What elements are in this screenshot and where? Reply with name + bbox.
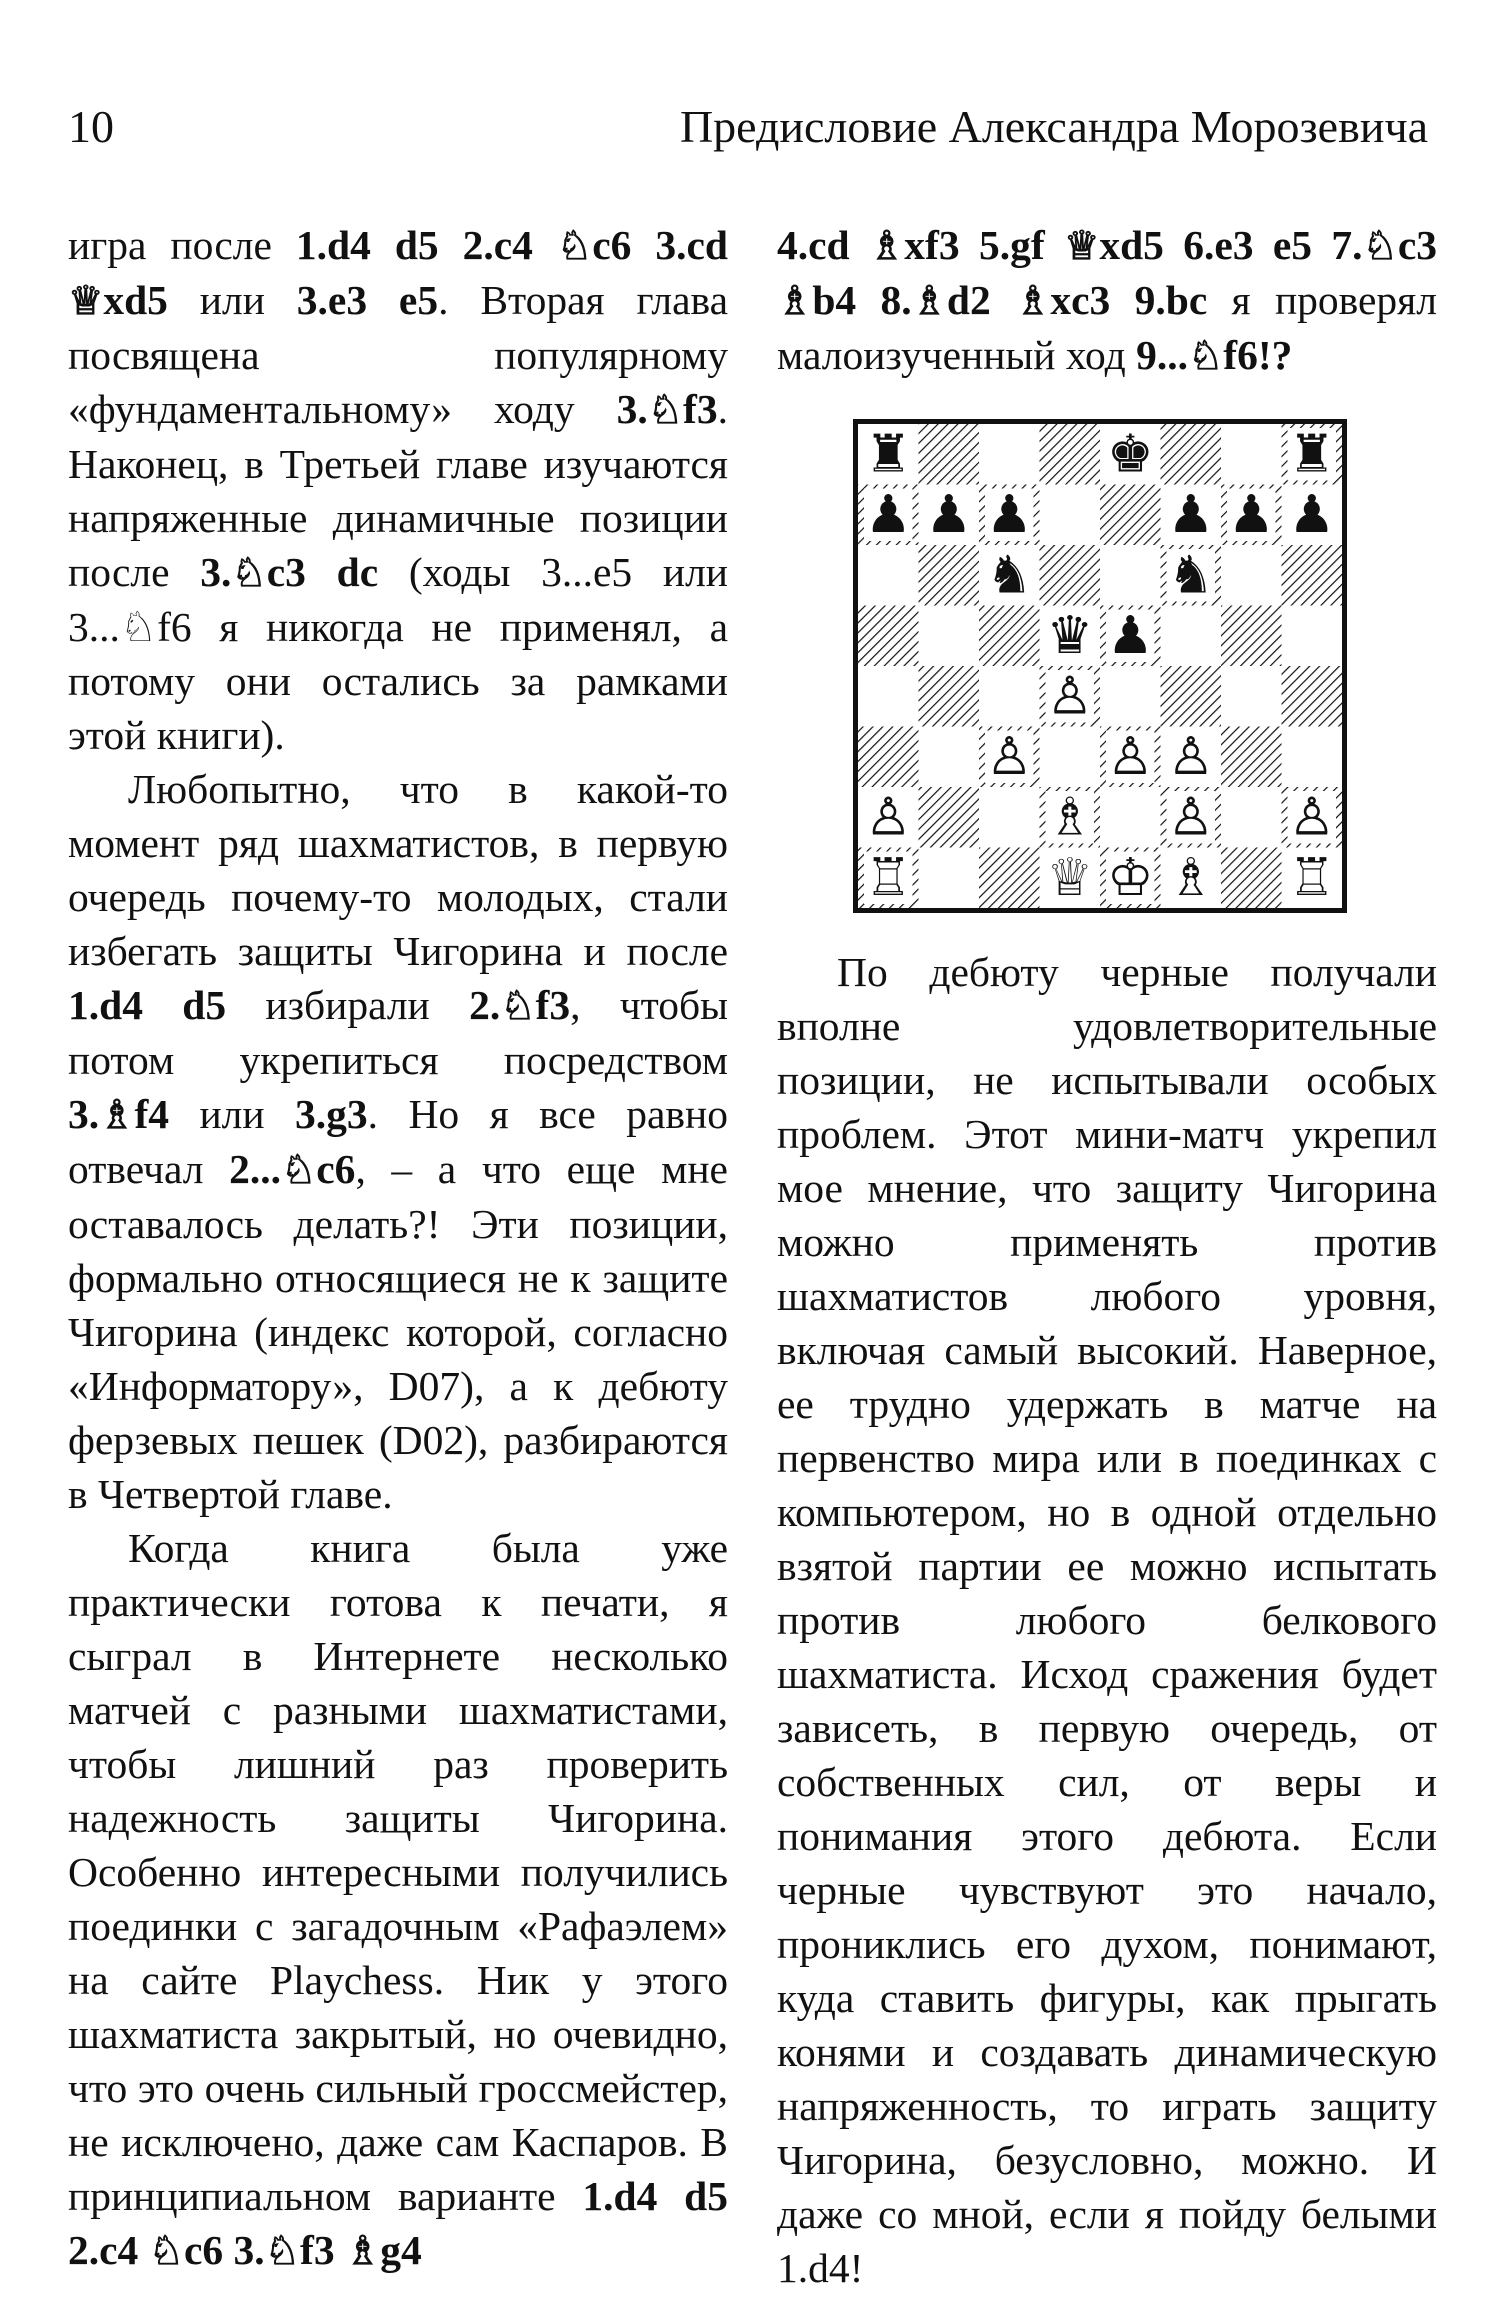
piece-figurine-icon: ♘ (1362, 224, 1398, 268)
light-square (1161, 606, 1222, 667)
paragraph-2 (68, 762, 728, 1521)
dark-square (1100, 485, 1161, 546)
chess-diagram (853, 419, 1347, 913)
right-column-top (777, 218, 1437, 383)
chess-piece-d4: ♙ (1046, 666, 1094, 727)
text-run: 3. (616, 386, 648, 432)
chess-piece-f6: ♞ (1167, 545, 1215, 606)
text-run: , чтобы потом укрепиться посредством (68, 982, 728, 1083)
text-run: xf3 5.gf (904, 222, 1064, 268)
text-run: 3. (200, 549, 232, 595)
dark-square (1161, 424, 1222, 485)
text-run: игра после (68, 222, 296, 268)
text-run: c3 (1397, 222, 1438, 268)
text-run: 3. (68, 1091, 100, 1137)
chess-piece-d5: ♛ (1046, 605, 1094, 666)
text-run: избирали (226, 982, 470, 1028)
page-number: 10 (68, 101, 114, 152)
dark-square (1040, 424, 1101, 485)
chess-piece-c6: ♞ (985, 545, 1033, 606)
text-run: По дебюту черные получали вполне удовлетворительные позиции, не испытывали особых проблем. Этот мини-матч укрепил мое мнение, что защиту Чигорина можно применять против шахматистов любого уровня, включая самый высокий. Наверное, ее трудно удержать в матче на первенство мира или в поединках с компьютером, но в одной отдельно взятой партии ее можно испытать против любого белкового шахматиста. Исход сражения будет зависеть, в первую очередь, от собственных сил, от веры и понимания этого дебюта. Если черные чувствуют это начало, прониклись его духом, понимают, куда ставить фигуры, как прыгать конями и создавать динамическую напряженность, то играть защиту Чигорина, безусловно, можно. И даже со мной, если я пойду белыми 1.d4! (777, 949, 1437, 2291)
light-square (979, 787, 1040, 848)
piece-figurine-icon: ♘ (280, 1148, 317, 1192)
light-square (919, 606, 980, 667)
light-square (919, 848, 980, 909)
piece-figurine-icon: ♗ (344, 2229, 381, 2273)
piece-figurine-icon: ♗ (777, 279, 813, 323)
chess-piece-c7: ♟ (985, 484, 1033, 545)
chess-piece-h1: ♖ (1288, 847, 1336, 908)
chess-piece-e5: ♟ (1106, 605, 1154, 666)
chess-piece-e1: ♔ (1106, 847, 1154, 908)
text-run: , – а что еще мне оставалось делать?! Эти позиции, формально относящиеся не к защите Чигорина (индекс которой, согласно «Информатору», D07), а к дебюту ферзевых пешек (D02), разбираются в Четвертой главе. (68, 1146, 728, 1517)
text-run: 1.d4 d5 2.c4 (295, 222, 557, 268)
light-square (1100, 545, 1161, 606)
piece-figurine-icon: ♘ (1187, 334, 1224, 378)
piece-figurine-icon: ♘ (647, 388, 684, 432)
dark-square (1161, 666, 1222, 727)
text-run: c3 dc (266, 549, 379, 595)
text-run: 9... (1136, 332, 1188, 378)
text-run: Любопытно, что в какой-то момент ряд шахматистов, в первую очередь почему-то молодых, стали избегать защиты Чигорина и после (68, 766, 728, 974)
chess-piece-h8: ♜ (1288, 424, 1336, 485)
dark-square (979, 848, 1040, 909)
piece-figurine-icon: ♗ (99, 1093, 135, 1137)
page-header (68, 100, 1428, 160)
chess-piece-a8: ♜ (864, 424, 912, 485)
light-square (979, 666, 1040, 727)
text-run: я проверял малоизученный ход (777, 277, 1437, 378)
text-run: b4 8. (812, 277, 912, 323)
paragraph-moves (777, 218, 1437, 383)
light-square (1100, 787, 1161, 848)
piece-figurine-icon: ♘ (500, 984, 536, 1028)
piece-figurine-icon: ♕ (1064, 224, 1100, 268)
running-title: Предисловие Александра Морозевича (679, 101, 1428, 152)
dark-square (979, 606, 1040, 667)
text-run: или (167, 277, 297, 323)
chess-piece-f3: ♙ (1167, 726, 1215, 787)
dark-square (1040, 545, 1101, 606)
chess-board (858, 424, 1342, 908)
text-run: f3 (535, 982, 571, 1028)
dark-square (1282, 666, 1343, 727)
text-run: 1.d4 d5 2.c4 (68, 2173, 728, 2273)
dark-square (1221, 727, 1282, 788)
light-square (1282, 727, 1343, 788)
light-square (1040, 727, 1101, 788)
text-run: xd5 (103, 277, 168, 323)
text-run: 1.d4 d5 (68, 982, 227, 1028)
paragraph-1 (68, 218, 728, 762)
light-square (1221, 545, 1282, 606)
text-run: c6 3. (184, 2227, 265, 2273)
text-run: f6!? (1223, 332, 1293, 378)
text-run: 2. (469, 982, 501, 1028)
chess-piece-a2: ♙ (864, 787, 912, 848)
dark-square (919, 666, 980, 727)
text-run: xc3 9.bc (1050, 277, 1208, 323)
piece-figurine-icon: ♘ (556, 224, 593, 268)
chess-piece-d2: ♗ (1046, 787, 1094, 848)
piece-figurine-icon: ♘ (148, 2229, 184, 2273)
piece-figurine-icon: ♗ (911, 279, 947, 323)
piece-figurine-icon: ♘ (264, 2229, 300, 2273)
text-run: 3.g3 (295, 1091, 368, 1137)
text-run: 2... (229, 1146, 281, 1192)
light-square (1040, 485, 1101, 546)
chess-piece-b7: ♟ (925, 484, 973, 545)
chess-piece-f2: ♙ (1167, 787, 1215, 848)
light-square (858, 666, 919, 727)
chess-piece-e3: ♙ (1106, 726, 1154, 787)
light-square (1221, 424, 1282, 485)
dark-square (919, 787, 980, 848)
chess-piece-h7: ♟ (1288, 484, 1336, 545)
dark-square (858, 606, 919, 667)
light-square (1221, 787, 1282, 848)
text-run: xd5 6.e3 e5 7. (1099, 222, 1363, 268)
light-square (1100, 666, 1161, 727)
text-run: f4 (134, 1091, 170, 1137)
chess-piece-a1: ♖ (864, 847, 912, 908)
chess-piece-h2: ♙ (1288, 787, 1336, 848)
light-square (979, 424, 1040, 485)
text-run: d2 (946, 277, 1016, 323)
chess-piece-e8: ♚ (1106, 424, 1154, 485)
text-run: f3 (300, 2227, 345, 2273)
chess-piece-g7: ♟ (1227, 484, 1275, 545)
text-run: 3.e3 e5 (296, 277, 439, 323)
paragraph-4 (777, 945, 1437, 2295)
text-run: c6 (316, 1146, 356, 1192)
piece-figurine-icon: ♕ (68, 279, 104, 323)
dark-square (1282, 545, 1343, 606)
paragraph-3 (68, 1521, 728, 2278)
light-square (1221, 666, 1282, 727)
dark-square (919, 545, 980, 606)
dark-square (1221, 848, 1282, 909)
chess-piece-f1: ♗ (1167, 847, 1215, 908)
light-square (858, 545, 919, 606)
chess-piece-a7: ♟ (864, 484, 912, 545)
text-run: c6 3.cd (592, 222, 728, 268)
piece-figurine-icon: ♗ (868, 224, 905, 268)
text-run: 4.cd (777, 222, 869, 268)
chess-piece-d1: ♕ (1046, 847, 1094, 908)
chess-piece-c3: ♙ (985, 726, 1033, 787)
text-run: (ходы 3...e5 или 3...♘f6 я никогда не применял, а потому они остались за рамками этой книги). (68, 549, 729, 758)
dark-square (919, 424, 980, 485)
text-run: g4 (380, 2227, 422, 2273)
text-run: . Но я все равно отвечал (68, 1091, 728, 1192)
text-run: или (169, 1091, 296, 1137)
piece-figurine-icon: ♘ (231, 551, 267, 595)
chess-piece-f7: ♟ (1167, 484, 1215, 545)
text-run: . Вторая глава посвящена популярному «фундаментальному» ходу (68, 277, 728, 432)
light-square (919, 727, 980, 788)
text-run: Когда книга была уже практически готова к печати, я сыграл в Интернете несколько матчей с разными шахматистами, чтобы лишний раз проверить надежность защиты Чигорина. Особенно интересными получились поединки с загадочным «Рафаэлем» на сайте Playchess. Ник у этого шахматиста закрытый, но очевидно, что это очень сильный гроссмейстер, не исключено, даже сам Каспаров. В принципиальном варианте (68, 1525, 728, 2219)
light-square (1282, 606, 1343, 667)
text-run: f3 (683, 386, 718, 432)
piece-figurine-icon: ♗ (1015, 279, 1051, 323)
text-run: . Наконец, в Третьей главе изучаются напряженные динамичные позиции после (68, 386, 728, 595)
right-column-bottom (777, 945, 1437, 2295)
left-column (68, 218, 728, 2278)
dark-square (858, 727, 919, 788)
dark-square (1221, 606, 1282, 667)
